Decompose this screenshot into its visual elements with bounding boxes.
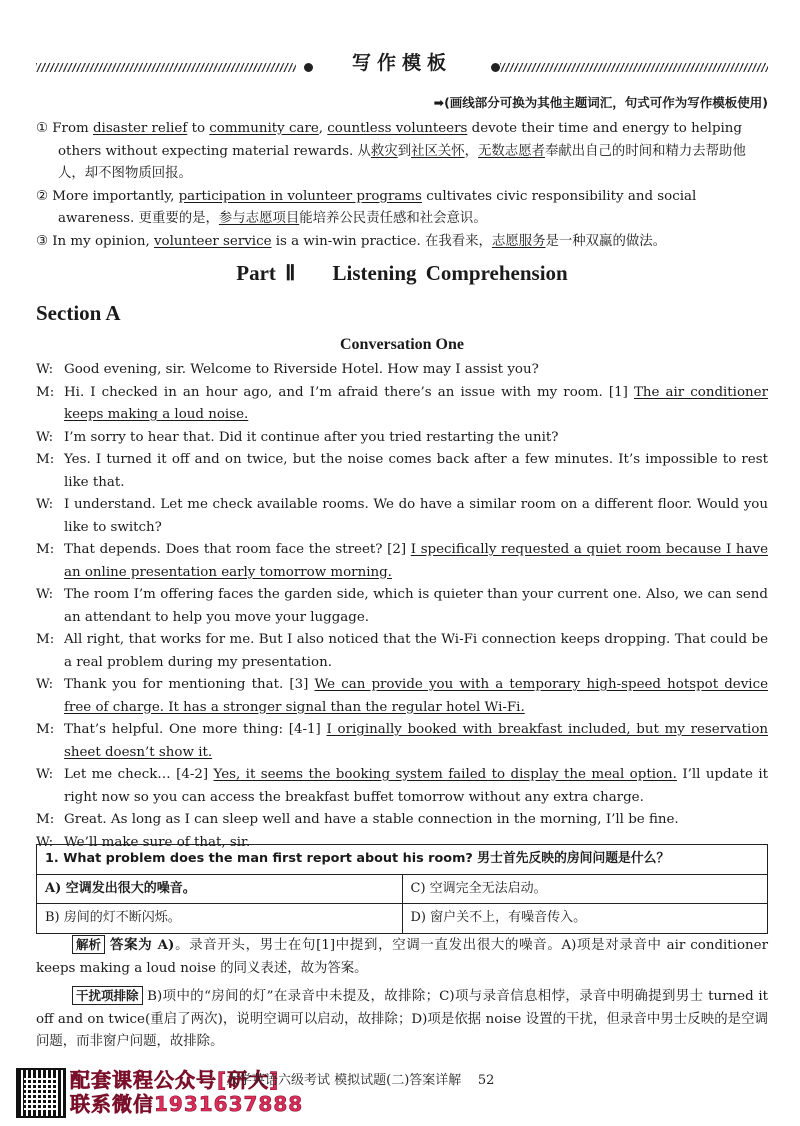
text-run: I’m sorry to hear that. Did it continue after you tried restarting the unit? [64, 429, 559, 445]
text-run: 奉献出自己的时间和精力去帮助他人，却不图物质回报。 [58, 143, 746, 181]
option-a: A) 空调发出很大的噪音。 [37, 874, 403, 904]
distractor-tag: 干扰项排除 [72, 986, 143, 1005]
option-d: D) 窗户关不上，有噪音传入。 [402, 904, 768, 934]
distractor-paragraph [36, 986, 768, 1054]
text-run: The room I’m offering faces the garden side, which is quieter than your current one. Also, we can send an attendant to help you move your luggage. [64, 587, 768, 625]
text-run: That’s helpful. One more thing: [4-1] [64, 722, 327, 737]
speaker-label: M: [36, 384, 55, 400]
speaker-label: W: [36, 767, 54, 782]
underlined-phrase: The air conditioner keeps making a loud noise. [64, 384, 768, 422]
page-number: 52 [477, 1073, 495, 1088]
dialogue-text [64, 449, 768, 494]
dialogue-text [64, 584, 768, 629]
dialogue-line [36, 629, 768, 674]
bullet-dot-icon [491, 63, 500, 72]
text-run: From [52, 121, 93, 136]
dialogue-line [36, 764, 768, 809]
footer-title: 大学英语六级考试 模拟试题(二)答案详解 [226, 1073, 462, 1088]
text-run: Yes. I turned it off and on twice, but the noise comes back after a few minutes. It’s impossible to rest like that. [64, 452, 768, 490]
promo-line-1: 配套课程公众号[研大] [70, 1068, 280, 1092]
dialogue-text [64, 809, 768, 832]
text-run: All right, that works for me. But I also noticed that the Wi-Fi connection keeps dropping. That could be a real problem during my presentation. [64, 632, 768, 670]
dialogue-transcript [36, 359, 768, 854]
speaker-label: M: [36, 632, 55, 647]
dialogue-line [36, 427, 768, 450]
underlined-phrase: countless volunteers [327, 121, 468, 136]
underlined-phrase: 志愿服务 [491, 233, 546, 249]
dialogue-text [64, 629, 768, 674]
underlined-phrase: 救灾 [370, 143, 398, 159]
underlined-phrase: Yes, it seems the booking system failed to display the meal option. [213, 767, 677, 782]
text-run: is a win-win practice. 在我看来， [271, 233, 492, 249]
answer-text: 答案为 A) [109, 937, 175, 953]
sentence-number: ② [36, 188, 53, 204]
text-run: That depends. Does that room face the street? [2] [64, 542, 411, 557]
dialogue-line [36, 494, 768, 539]
dialogue-line [36, 584, 768, 629]
dialogue-line [36, 809, 768, 832]
question-text: 1. What problem does the man first report about his room? 男士首先反映的房间问题是什么？ [37, 845, 768, 875]
dialogue-text [64, 764, 768, 809]
speaker-label: W: [36, 429, 54, 445]
bullet-dot-icon [304, 63, 313, 72]
underlined-phrase: participation in volunteer programs [178, 188, 422, 204]
option-b: B) 房间的灯不断闪烁。 [37, 904, 403, 934]
speaker-label: M: [36, 452, 55, 467]
text-run: Let me check… [4-2] [64, 767, 214, 782]
dialogue-text [64, 382, 768, 427]
distractor-body: B)项中的“房间的灯”在录音中未提及，故排除；C)项与录音信息相悖，录音中明确提到男士 turned it off and on twice(重启了两次)，说明空调可以启动，故排除；D)项是依据 noise 设置的干扰，但录音中男士反映的是空调问题，而非窗户问题，故排除。 [36, 989, 768, 1049]
dialogue-line [36, 382, 768, 427]
speaker-label: M: [36, 812, 55, 827]
footer [16, 1068, 556, 1118]
underlined-phrase: 社区关怀 [411, 143, 465, 159]
dialogue-text [64, 539, 768, 584]
text-run: Thank you for mentioning that. [3] [64, 677, 315, 692]
analysis-body: 。录音开头，男士在句[1]中提到，空调一直发出很大的噪音。A)项是对录音中 air conditioner keeps making a loud noise 的同义表述，故为答案。 [36, 938, 768, 976]
template-sentence [36, 231, 768, 254]
speaker-label: W: [36, 834, 54, 850]
text-run: 能培养公民责任感和社会意识。 [299, 211, 487, 226]
dialogue-line [36, 719, 768, 764]
conversation-title: Conversation One [340, 336, 464, 353]
question-table [36, 844, 768, 934]
page-footer [226, 1070, 494, 1093]
text-run: In my opinion, [52, 233, 154, 249]
text-run: We’ll make sure of that, sir. [64, 834, 251, 850]
underlined-phrase: I originally booked with breakfast included, but my reservation sheet doesn’t show it. [64, 722, 768, 760]
analysis-paragraph [36, 934, 768, 980]
qr-code-icon [16, 1068, 66, 1118]
template-sentence [36, 118, 768, 186]
underlined-phrase: 无数志愿者 [478, 143, 545, 159]
text-run: More importantly, [52, 188, 179, 204]
promo-line-2: 联系微信1931637888 [70, 1092, 304, 1116]
template-sentence [36, 186, 768, 231]
sentence-number: ① [36, 121, 53, 136]
text-run: to [187, 121, 210, 136]
dialogue-text [64, 427, 768, 450]
text-run: Good evening, sir. Welcome to Riverside Hotel. How may I assist you? [64, 362, 539, 377]
sentence-number: ③ [36, 233, 53, 249]
text-run: Great. As long as I can sleep well and have a stable connection in the morning, I’ll be fine. [64, 812, 679, 827]
part-title: Part Ⅱ Listening Comprehension [236, 261, 568, 285]
dialogue-line [36, 359, 768, 382]
dialogue-line [36, 539, 768, 584]
template-note: ➡(画线部分可换为其他主题词汇，句式可作为写作模板使用) [433, 95, 768, 110]
speaker-label: M: [36, 722, 55, 737]
speaker-label: M: [36, 542, 55, 557]
dialogue-text [64, 674, 768, 719]
underlined-phrase: disaster relief [92, 121, 188, 136]
dialogue-text [64, 719, 768, 764]
banner-hatch-right [500, 63, 768, 72]
text-run: , [318, 121, 328, 136]
section-title: Section A [36, 301, 121, 325]
underlined-phrase: volunteer service [153, 233, 272, 249]
speaker-label: W: [36, 362, 54, 377]
text-run: I understand. Let me check available rooms. We do have a similar room on a different floor. Would you like to switch? [64, 497, 768, 535]
speaker-label: W: [36, 677, 54, 692]
banner-hatch-left [36, 63, 296, 72]
speaker-label: W: [36, 587, 54, 602]
section-banner [36, 52, 768, 82]
dialogue-line [36, 674, 768, 719]
dialogue-text [64, 359, 768, 382]
text-run: 是一种双赢的做法。 [545, 233, 667, 249]
dialogue-text [64, 494, 768, 539]
underlined-phrase: 参与志愿项目 [218, 211, 300, 226]
writing-template-list [36, 118, 768, 253]
dialogue-line [36, 449, 768, 494]
banner-title: 写作模板 [351, 52, 452, 74]
option-c: C) 空调完全无法启动。 [402, 874, 768, 904]
analysis-tag: 解析 [72, 935, 105, 954]
underlined-phrase: We can provide you with a temporary high-speed hotspot device free of charge. It has a stronger signal than the regular hotel Wi-Fi. [64, 677, 769, 715]
text-run: 到 [397, 143, 412, 159]
text-run: cultivates civic responsibility and social awareness. 更重要的是， [58, 188, 697, 226]
underlined-phrase: I specifically requested a quiet room because I have an online presentation early tomorrow morning. [64, 542, 769, 580]
explanation [36, 934, 768, 1060]
text-run: I’ll update it right now so you can access the breakfast buffet tomorrow without any extra charge. [64, 767, 768, 805]
underlined-phrase: community care [209, 121, 319, 136]
speaker-label: W: [36, 497, 54, 512]
text-run: devote their time and energy to helping others without expecting material rewards. 从 [58, 121, 742, 159]
text-run: Hi. I checked in an hour ago, and I’m afraid there’s an issue with my room. [1] [64, 384, 634, 400]
text-run: ， [464, 143, 479, 159]
